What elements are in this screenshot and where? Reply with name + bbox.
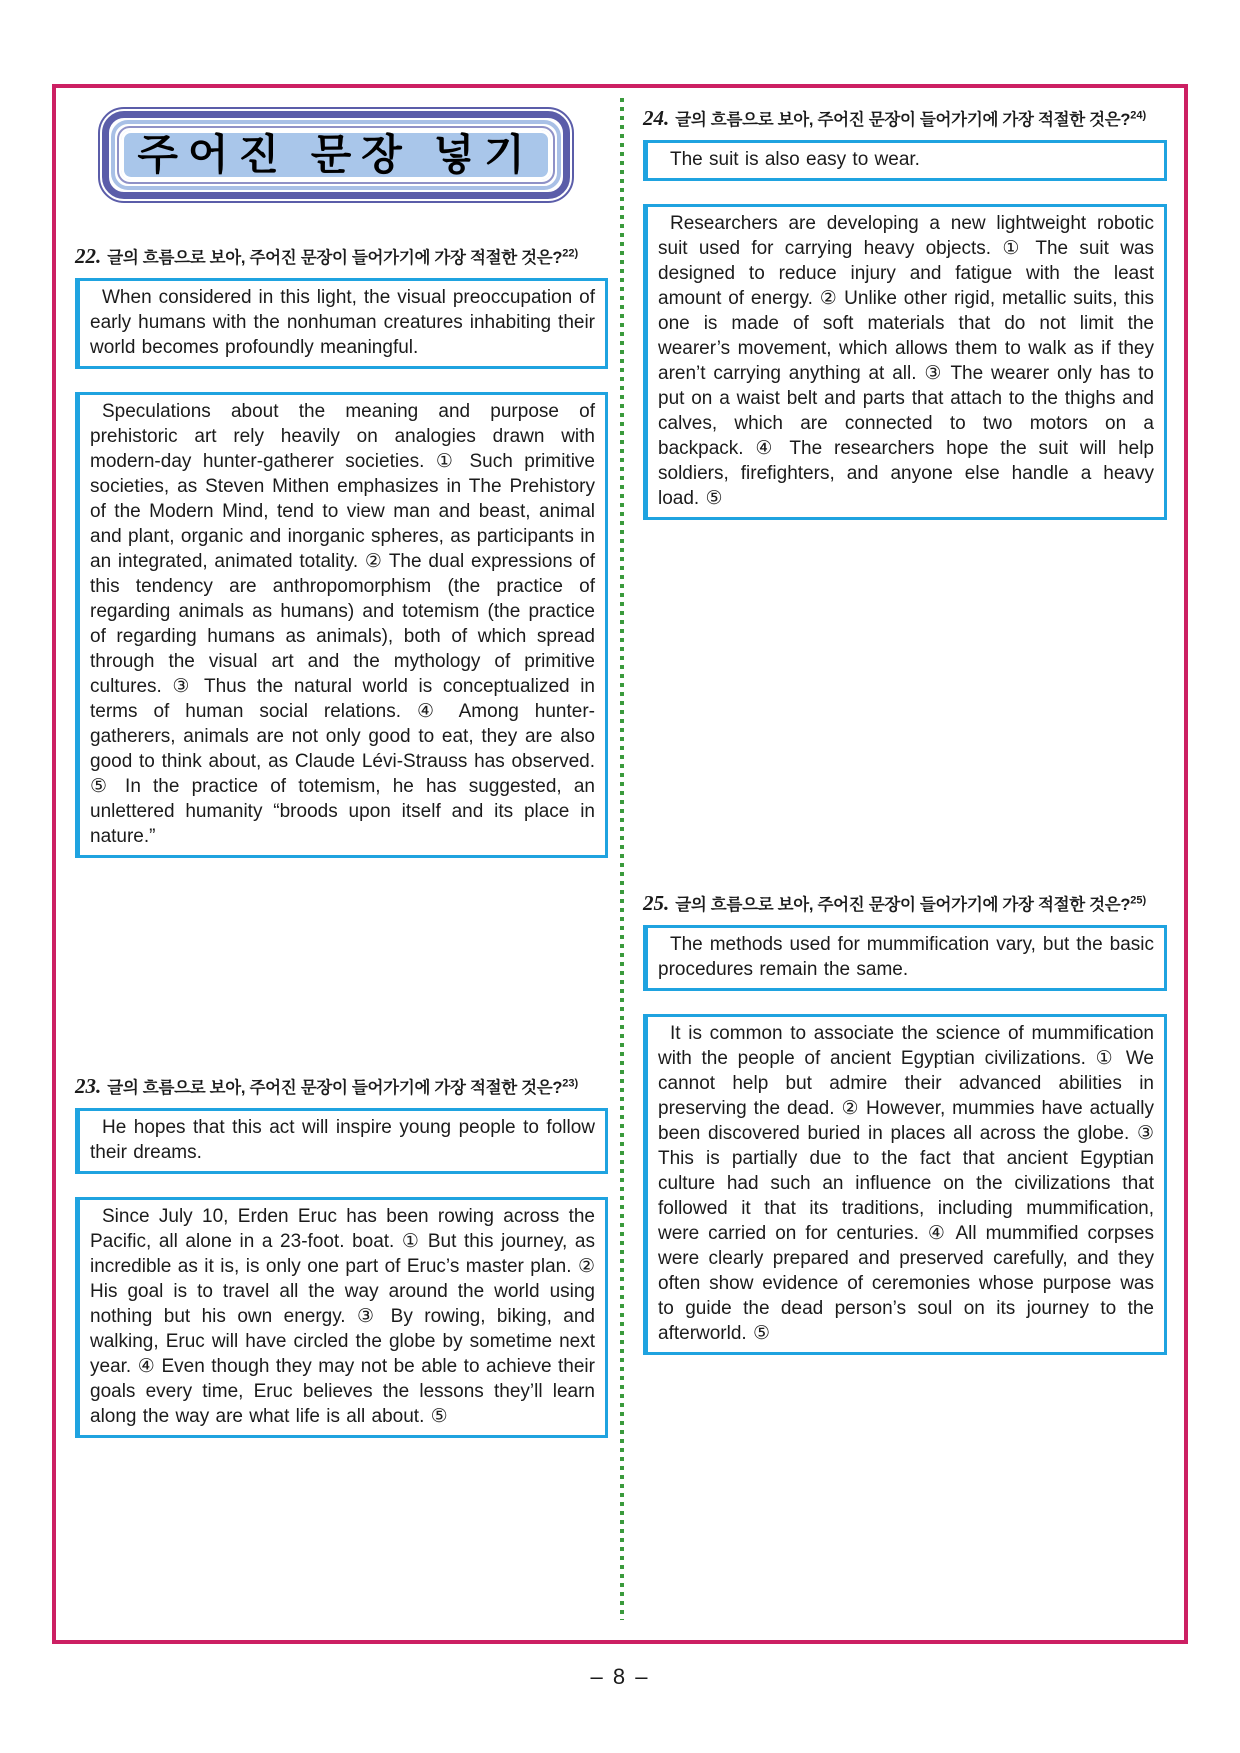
question-24-footnote: 24) bbox=[1130, 109, 1147, 122]
question-22-header bbox=[75, 244, 608, 271]
title-panel bbox=[121, 130, 551, 180]
question-22-passage-box bbox=[75, 392, 608, 858]
question-24-passage: Researchers are developing a new lightweight robotic suit used for carrying heavy objects. ① The suit was designed to reduce injury and fatigue with the least amount of energy. ② Unlike other rigid, metallic suits, this one is made of soft materials that do not limit the wearer’s movement, which allows them to walk as if they aren’t carrying anything at all. ③ The wearer only has to put on a waist belt and parts that attach to the thighs and calves, which are connected to two motors on a backpack. ④ The researchers hope the suit will help soldiers, firefighters, and anyone else handle a heavy load. ⑤ bbox=[658, 213, 1154, 509]
question-24-given-sentence-box bbox=[643, 140, 1167, 181]
question-25-prompt: 글의 흐름으로 보아, 주어진 문장이 들어가기에 가장 적절한 것은? bbox=[675, 896, 1131, 914]
question-25-given-sentence: The methods used for mummification vary, but the basic procedures remain the same. bbox=[658, 934, 1154, 980]
question-23-prompt: 글의 흐름으로 보아, 주어진 문장이 들어가기에 가장 적절한 것은? bbox=[107, 1079, 563, 1097]
question-23-header bbox=[75, 1074, 608, 1101]
page-number: – 8 – bbox=[590, 1664, 650, 1689]
question-25-passage: It is common to associate the science of mummification with the people of ancient Egyptian civilizations. ① We cannot help but admire their advanced abilities in preserving the dead. ② However, mummies have actually been discovered buried in places all across the globe. ③ This is partially due to the fact that ancient Egyptian culture had such an influence on the civilizations that followed it that its traditions, including mummification, were carried on for centuries. ④ All mummified corpses were clearly prepared and preserved carefully, and they often show evidence of ceremonies whose purpose was to guide the dead person’s soul on its journey to the afterworld. ⑤ bbox=[658, 1023, 1154, 1344]
question-25-given-sentence-box bbox=[643, 925, 1167, 991]
question-22-prompt: 글의 흐름으로 보아, 주어진 문장이 들어가기에 가장 적절한 것은? bbox=[107, 249, 563, 267]
question-25 bbox=[643, 891, 1167, 1355]
question-22-footnote: 22) bbox=[562, 247, 579, 260]
question-22-number: 22. bbox=[75, 244, 102, 268]
column-divider-dotted-line bbox=[620, 98, 624, 1620]
question-25-number: 25. bbox=[643, 891, 670, 915]
question-24-given-sentence: The suit is also easy to wear. bbox=[670, 149, 920, 170]
question-23-passage: Since July 10, Erden Eruc has been rowing across the Pacific, all alone in a 23-foot. boat. ① But this journey, as incredible as it is, is only one part of Eruc’s master plan. ② His goal is to travel all the way around the world using nothing but his own energy. ③ By rowing, biking, and walking, Eruc will have circled the globe by sometime next year. ④ Even though they may not be able to achieve their goals every time, Eruc believes the lessons they’ll learn along the way are what life is all about. ⑤ bbox=[90, 1206, 595, 1427]
question-25-footnote: 25) bbox=[1130, 894, 1147, 907]
question-23-passage-box bbox=[75, 1197, 608, 1438]
question-25-passage-box bbox=[643, 1014, 1167, 1355]
question-23 bbox=[75, 1074, 608, 1438]
question-23-number: 23. bbox=[75, 1074, 102, 1098]
question-22 bbox=[75, 244, 608, 858]
question-25-header bbox=[643, 891, 1167, 918]
question-23-given-sentence-box bbox=[75, 1108, 608, 1174]
question-24-passage-box bbox=[643, 204, 1167, 520]
question-24-prompt: 글의 흐름으로 보아, 주어진 문장이 들어가기에 가장 적절한 것은? bbox=[675, 111, 1131, 129]
question-22-given-sentence: When considered in this light, the visual preoccupation of early humans with the nonhuman creatures inhabiting their world becomes profoundly meaningful. bbox=[90, 287, 595, 358]
question-22-passage: Speculations about the meaning and purpose of prehistoric art rely heavily on analogies drawn with modern-day hunter-gatherer societies. ① Such primitive societies, as Steven Mithen emphasizes in The Prehistory of the Modern Mind, tend to view man and beast, animal and plant, organic and inorganic spheres, as participants in an integrated, animated totality. ② The dual expressions of this tendency are anthropomorphism (the practice of regarding animals as humans) and totemism (the practice of regarding humans as animals), both of which spread through the visual art and the mythology of primitive cultures. ③ Thus the natural world is conceptualized in terms of human social relations. ④ Among hunter-gatherers, animals are not only good to eat, they are also good to think about, as Claude Lévi-Strauss has observed. ⑤ In the practice of totemism, he has suggested, an unlettered humanity “broods upon itself and its place in nature.” bbox=[90, 401, 595, 847]
question-24 bbox=[643, 106, 1167, 520]
question-23-given-sentence: He hopes that this act will inspire young people to follow their dreams. bbox=[90, 1117, 595, 1163]
question-24-header bbox=[643, 106, 1167, 133]
worksheet-title-plate bbox=[98, 107, 574, 203]
question-24-number: 24. bbox=[643, 106, 670, 130]
question-22-given-sentence-box bbox=[75, 278, 608, 369]
worksheet-title: 주어진 문장 넣기 bbox=[137, 131, 535, 178]
question-23-footnote: 23) bbox=[562, 1077, 579, 1090]
